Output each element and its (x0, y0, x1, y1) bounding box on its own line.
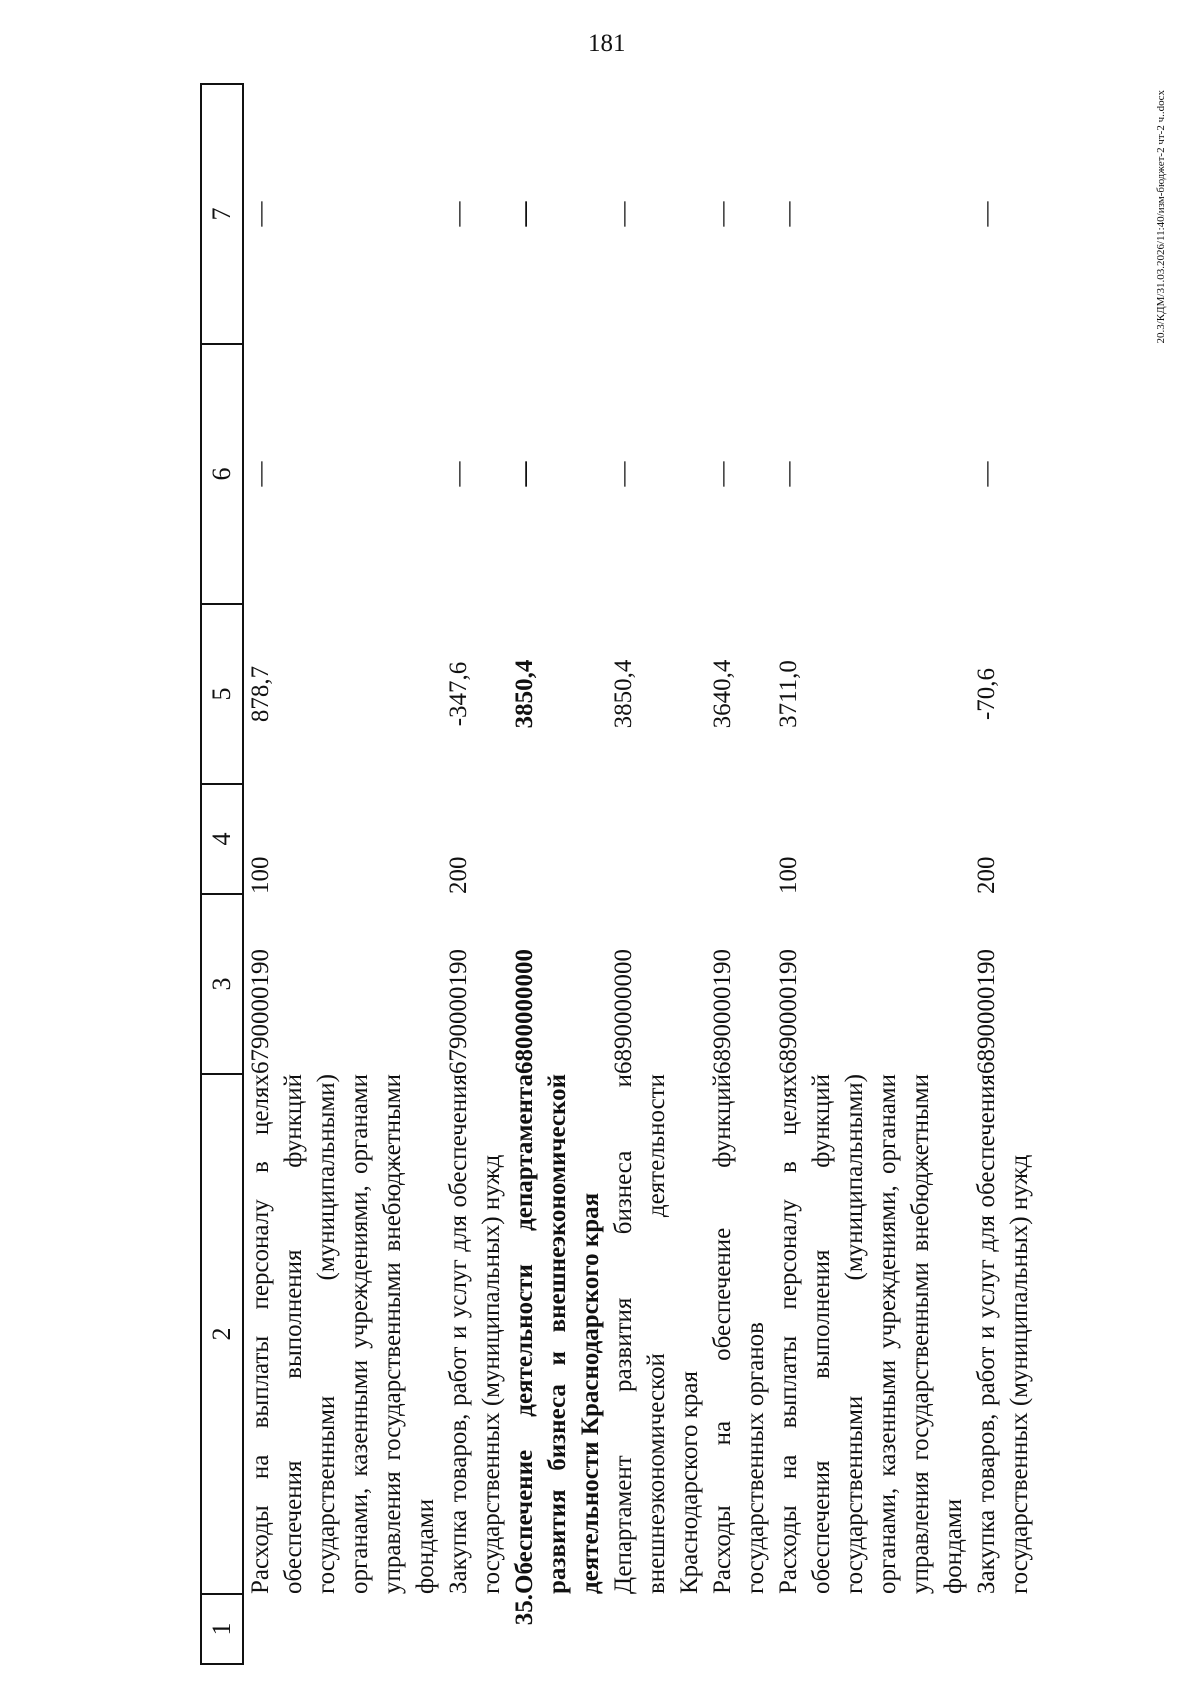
row-amount: 3640,4 (709, 659, 736, 729)
page-number: 181 (588, 30, 626, 57)
header-col-4: 4 (201, 784, 243, 894)
row-col6: — (709, 461, 736, 487)
header-col-2: 2 (201, 1074, 243, 1594)
table-row (706, 84, 772, 1664)
row-amount: -347,6 (445, 661, 472, 727)
row-col6: — (775, 461, 802, 487)
row-number (607, 1594, 706, 1664)
header-col-5: 5 (201, 604, 243, 784)
row-col6: — (511, 461, 538, 487)
row-col7: — (445, 201, 472, 227)
row-number (772, 1594, 970, 1664)
header-col-7: 7 (201, 84, 243, 344)
table-row (442, 84, 508, 1664)
row-type: 100 (775, 856, 802, 894)
row-col6: — (247, 461, 274, 487)
row-type: 200 (445, 856, 472, 894)
row-amount: -70,6 (973, 667, 1000, 721)
row-code: 6890000190 (775, 949, 802, 1074)
row-number (970, 1594, 1036, 1664)
footer-filename: 20.3/КДМ/31.03.2026/11:40/изм-бюджет-2 чт-2 ч..docx (1155, 90, 1167, 344)
row-type (706, 784, 772, 894)
row-col7: — (973, 201, 1000, 227)
row-number (243, 1594, 442, 1664)
row-amount: 3711,0 (775, 660, 802, 728)
row-code: 6800000000 (511, 949, 538, 1074)
header-row (201, 84, 243, 1664)
budget-table-rotated (200, 85, 1080, 1665)
row-col7: — (511, 201, 538, 227)
table-row-section-35 (508, 84, 607, 1664)
row-number: 35. (511, 1594, 538, 1626)
table-row (970, 84, 1036, 1664)
header-col-1: 1 (201, 1594, 243, 1664)
table-row (772, 84, 970, 1664)
header-col-3: 3 (201, 894, 243, 1074)
row-col6: — (973, 461, 1000, 487)
header-col-6: 6 (201, 344, 243, 604)
row-type (508, 784, 607, 894)
row-name: Закупка товаров, работ и услуг для обеспечения государственных (муниципальных) нужд (445, 1074, 505, 1594)
row-name: Расходы на выплаты персоналу в целях обеспечения выполнения функций государственными (муниципальными) органами, казенными учреждениями, органами управления государственными внебюджетными фондами (247, 1074, 439, 1594)
row-code: 6890000000 (610, 949, 637, 1074)
row-code: 6890000190 (973, 949, 1000, 1074)
row-type: 200 (973, 856, 1000, 894)
row-col7: — (709, 201, 736, 227)
row-amount: 3850,4 (610, 659, 637, 729)
row-col7: — (610, 201, 637, 227)
row-col7: — (247, 201, 274, 227)
row-name: Обеспечение деятельности департамента развития бизнеса и внешнеэкономической деятельности Краснодарского края (511, 1074, 604, 1594)
row-number (706, 1594, 772, 1664)
row-col6: — (610, 461, 637, 487)
table-row (607, 84, 706, 1664)
row-name: Расходы на обеспечение функций государственных органов (709, 1074, 769, 1594)
row-name: Закупка товаров, работ и услуг для обеспечения государственных (муниципальных) нужд (973, 1074, 1033, 1594)
row-number (442, 1594, 508, 1664)
row-amount: 878,7 (247, 665, 274, 723)
row-name: Расходы на выплаты персоналу в целях обеспечения выполнения функций государственными (муниципальными) органами, казенными учреждениями, органами управления государственными внебюджетными фондами (775, 1074, 967, 1594)
row-code: 6890000190 (709, 949, 736, 1074)
row-code: 6790000190 (445, 949, 472, 1074)
row-col7: — (775, 201, 802, 227)
row-name: Департамент развития бизнеса и внешнеэкономической деятельности Краснодарского края (610, 1074, 703, 1594)
row-type: 100 (247, 856, 274, 894)
table-row (243, 84, 442, 1664)
row-amount: 3850,4 (511, 659, 538, 729)
row-code: 6790000190 (247, 949, 274, 1074)
row-type (607, 784, 706, 894)
budget-table (200, 83, 1036, 1665)
row-col6: — (445, 461, 472, 487)
